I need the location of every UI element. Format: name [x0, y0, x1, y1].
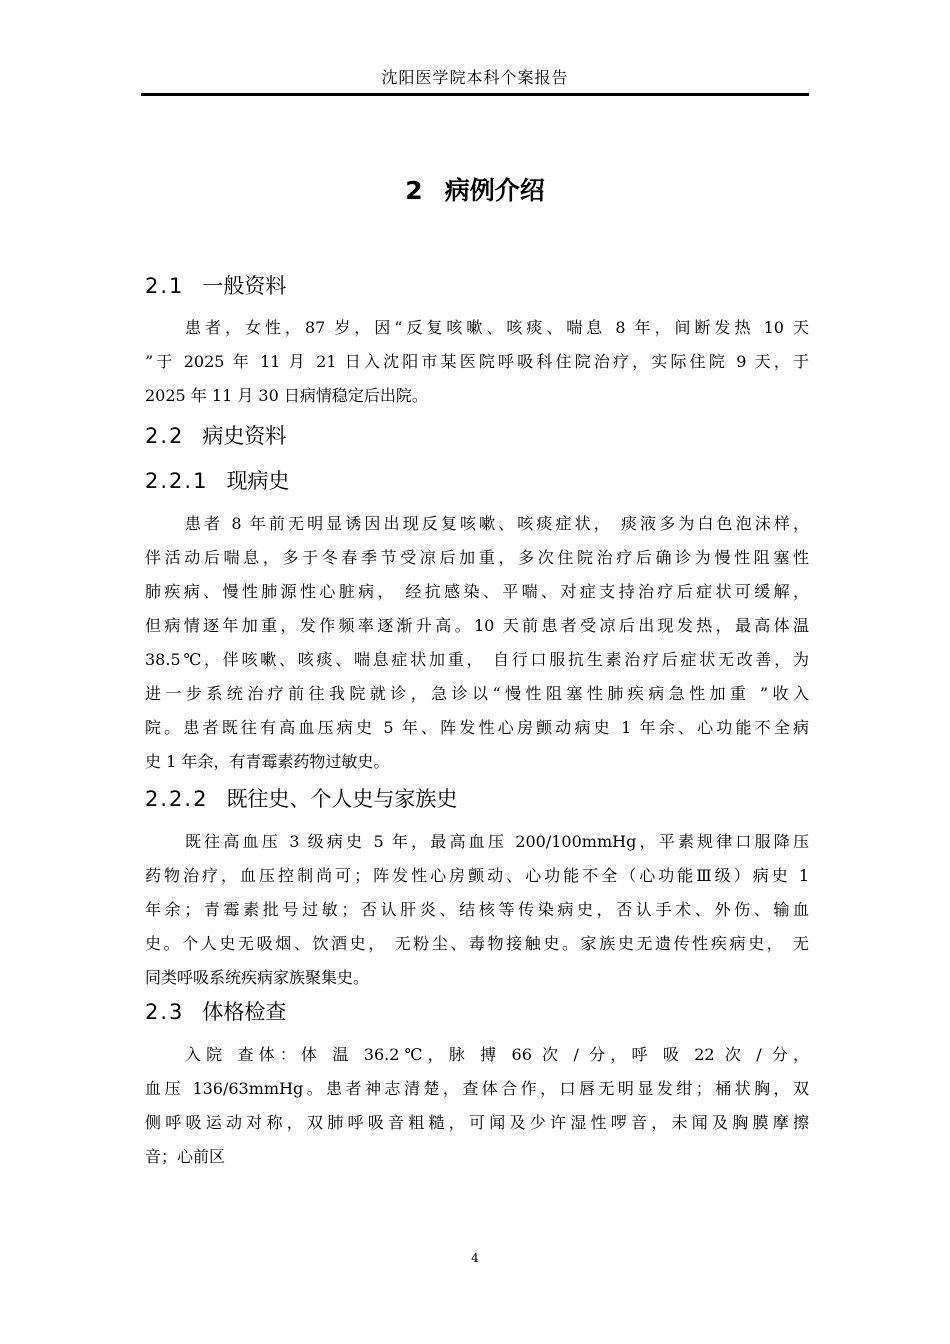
- chapter-number: 2: [405, 176, 423, 205]
- text-line: 药物治疗，血压控制尚可；阵发性心房颤动、心功能不全（心功能Ⅲ级）病史 1: [145, 866, 809, 885]
- text-line: 年余；青霉素批号过敏；否认肝炎、结核等传染病史，否认手术、外伤、输血: [145, 900, 809, 919]
- section-heading-2-2-1: [145, 466, 809, 496]
- page-number: 4: [471, 1251, 479, 1265]
- text-line: ”于 2025 年 11 月 21 日入沈阳市某医院呼吸科住院治疗，实际住院 9 天，于: [145, 352, 809, 371]
- text-line: 伴活动后喘息，多于冬春季节受凉后加重，多次住院治疗后确诊为慢性阻塞性: [145, 548, 809, 567]
- text-line: 同类呼吸系统疾病家族聚集史。: [145, 968, 370, 987]
- section-heading-2-2: [145, 421, 809, 451]
- text-line: 患者，女性，87 岁，因“反复咳嗽、咳痰、喘息 8 年，间断发热 10 天: [185, 318, 809, 337]
- text-line: 史。个人史无吸烟、饮酒史， 无粉尘、毒物接触史。家族史无遗传性疾病史， 无: [145, 934, 809, 953]
- section-number: 2.3: [145, 1000, 185, 1024]
- text-line: 音；心前区: [145, 1147, 226, 1166]
- header-rule: [141, 93, 809, 96]
- paragraph-general-info: [145, 311, 809, 413]
- text-line: 入院 查体：体 温 36.2℃，脉 搏 66 次 / 分，呼 吸 22 次 / 分，: [185, 1045, 809, 1064]
- text-line: 院。患者既往有高血压病史 5 年、阵发性心房颤动病史 1 年余、心功能不全病: [145, 718, 809, 737]
- text-line: 38.5℃，伴咳嗽、咳痰、喘息症状加重， 自行口服抗生素治疗后症状无改善，为: [145, 650, 809, 669]
- text-line: 但病情逐年加重，发作频率逐渐升高。10 天前患者受凉后出现发热，最高体温: [145, 616, 809, 635]
- section-title: 体格检查: [202, 1000, 287, 1024]
- section-heading-2-1: [145, 271, 809, 301]
- section-title: 一般资料: [202, 274, 287, 298]
- section-number: 2.2.2: [145, 787, 209, 811]
- paragraph-present-illness: [145, 507, 809, 779]
- section-title: 既往史、个人史与家族史: [226, 787, 458, 811]
- chapter-title: [141, 174, 809, 208]
- section-heading-2-3: [145, 997, 809, 1027]
- paragraph-physical-exam: [145, 1038, 809, 1174]
- text-line: 侧呼吸运动对称，双肺呼吸音粗糙，可闻及少许湿性啰音，未闻及胸膜摩擦: [145, 1113, 809, 1132]
- section-title: 病史资料: [202, 424, 287, 448]
- text-line: 史 1 年余，有青霉素药物过敏史。: [145, 752, 390, 771]
- text-line: 肺疾病、慢性肺源性心脏病， 经抗感染、平喘、对症支持治疗后症状可缓解，: [145, 582, 809, 601]
- section-heading-2-2-2: [145, 784, 809, 814]
- text-line: 进一步系统治疗前往我院就诊，急诊以“慢性阻塞性肺疾病急性加重 ”收入: [145, 684, 809, 703]
- text-line: 既往高血压 3 级病史 5 年，最高血压 200/100mmHg，平素规律口服降压: [185, 832, 809, 851]
- section-number: 2.2: [145, 424, 185, 448]
- text-line: 患者 8 年前无明显诱因出现反复咳嗽、咳痰症状， 痰液多为白色泡沫样，: [185, 514, 809, 533]
- section-number: 2.2.1: [145, 469, 209, 493]
- section-title: 现病史: [226, 469, 290, 493]
- text-line: 2025 年 11 月 30 日病情稳定后出院。: [145, 386, 428, 405]
- paragraph-past-history: [145, 825, 809, 995]
- chapter-title-text: 病例介绍: [444, 176, 545, 205]
- section-number: 2.1: [145, 274, 185, 298]
- text-line: 血压 136/63mmHg。患者神志清楚，查体合作，口唇无明显发绀；桶状胸，双: [145, 1079, 809, 1098]
- running-header: 沈阳医学院本科个案报告: [381, 68, 569, 87]
